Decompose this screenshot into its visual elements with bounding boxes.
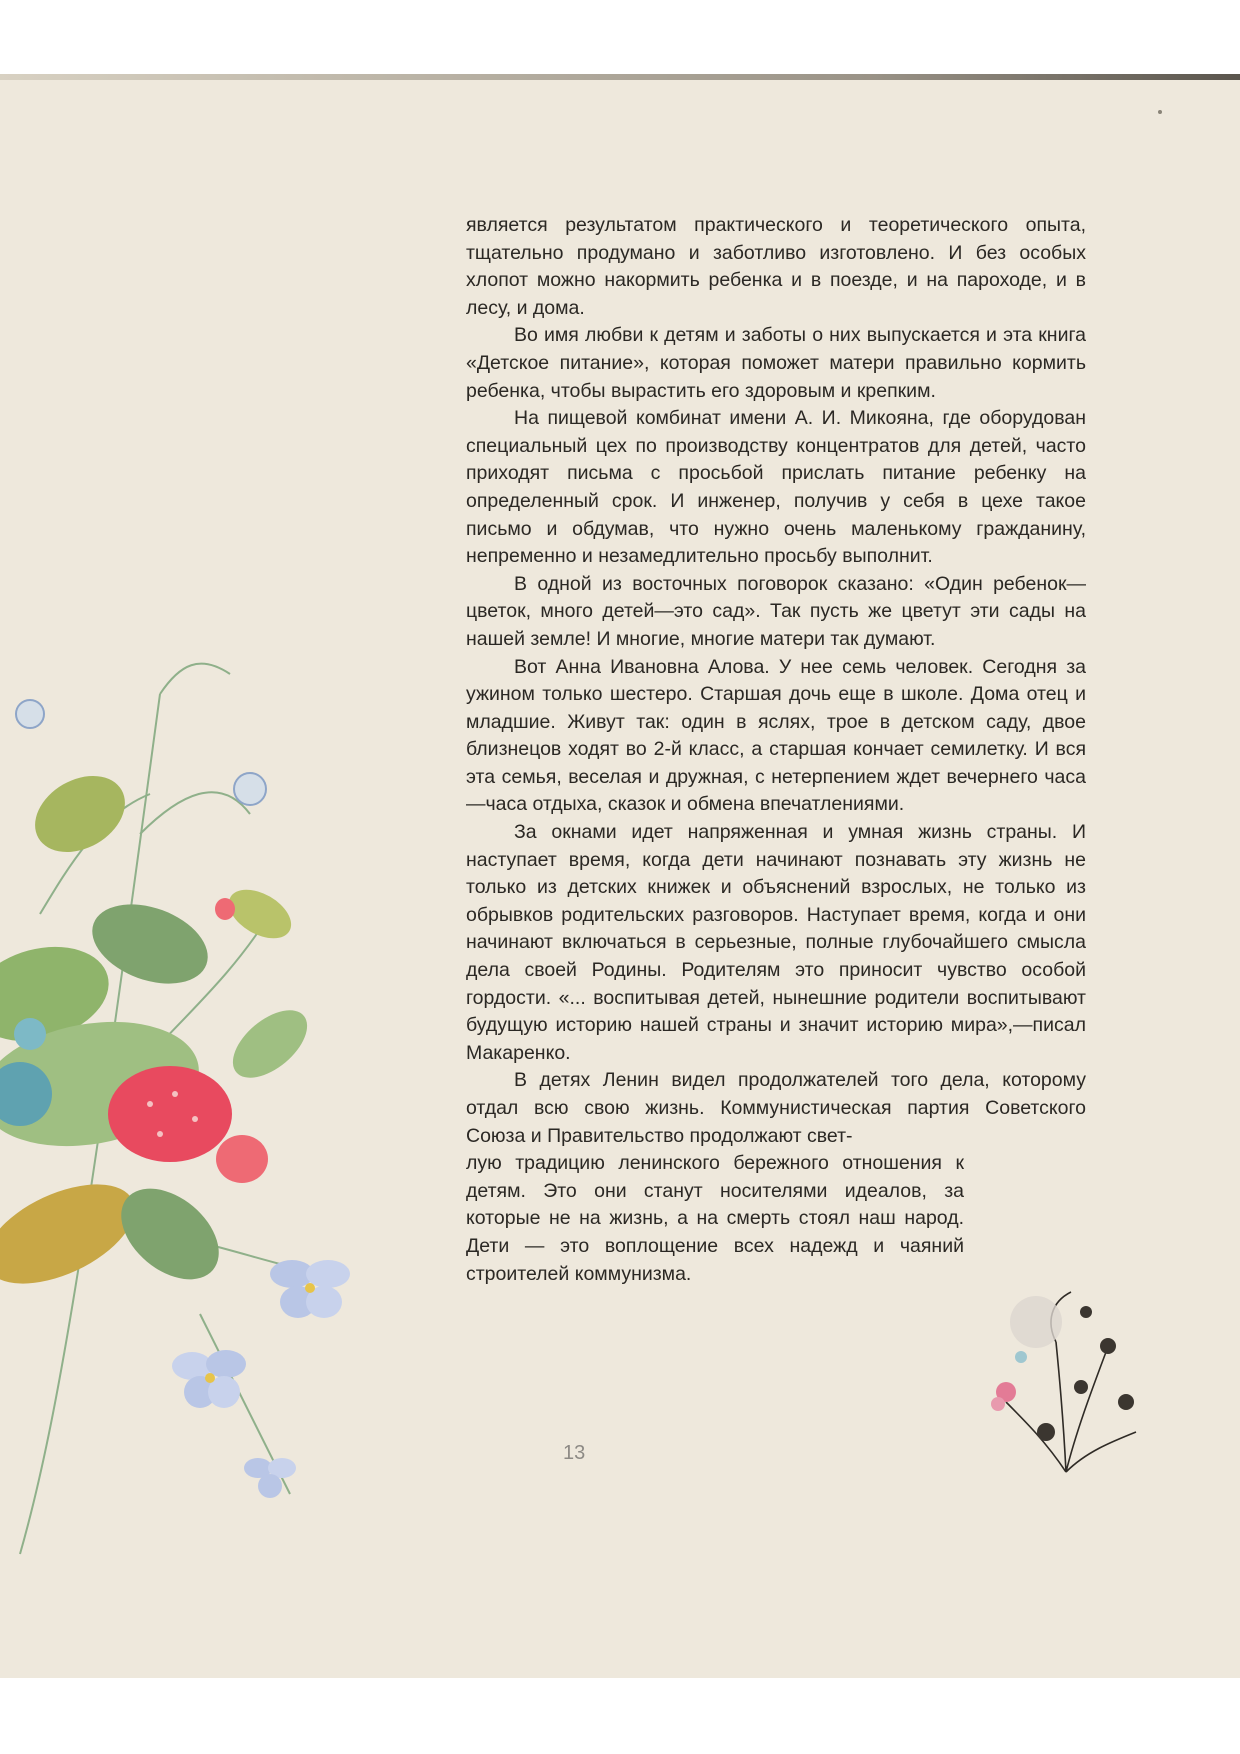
strawberry-violet-illustration	[0, 614, 400, 1574]
paragraph-wrapped: лую традицию ленинского бережного отношения к детям. Это они станут носителями идеалов, за которые не на жизнь, а на смерть стоял наш народ. Дети — это воплощение всех надежд и чаяний строителей коммунизма.	[466, 1152, 964, 1285]
paragraph: Во имя любви к детям и заботы о них выпускается и эта книга «Детское питание», которая поможет матери правильно кормить ребенка, чтобы вырастить его здоровым и крепким.	[466, 324, 1086, 402]
paragraph: является результатом практического и теоретического опыта, тщательно продумано и заботливо изготовлено. И без особых хлопот можно накормить ребенка и в поезде, и на пароходе, и в лесу, и дома.	[466, 214, 1086, 319]
body-text	[466, 212, 1086, 1288]
paragraph: На пищевой комбинат имени А. И. Микояна, где оборудован специальный цех по производству концентратов для детей, часто приходят письма с просьбой прислать питание ребенку на определенный срок. И инженер, получив у себя в цехе такое письмо и обдумав, что нужно очень маленькому гражданину, непременно и незамедлительно просьбу выполнит.	[466, 407, 1086, 568]
paragraph: В детях Ленин видел продолжателей того дела, которому отдал всю свою жизнь. Коммунистическая партия Советского Союза и Правительство продолжают свет-	[466, 1069, 1086, 1147]
paper-speck	[1158, 110, 1162, 114]
violet-flowers	[172, 1260, 350, 1498]
paragraph: Вот Анна Ивановна Алова. У нее семь человек. Сегодня за ужином только шестеро. Старшая дочь еще в школе. Дома отец и младшие. Живут так: один в яслях, трое в детском саду, двое близнецов ходят во 2-й класс, а старшая кончает семилетку. И вся эта семья, веселая и дружная, с нетерпением ждет вечернего часа—часа отдыха, сказок и обмена впечатлениями.	[466, 655, 1086, 816]
book-page	[0, 74, 1240, 1678]
page-edge-shadow	[0, 74, 1240, 80]
leaves	[0, 761, 319, 1305]
wildflower-bouquet-illustration	[976, 1282, 1156, 1482]
paragraph: В одной из восточных поговорок сказано: «Один ребенок—цветок, много детей—это сад». Так пусть же цветут эти сады на нашей земле! И многие, многие матери так думают.	[466, 572, 1086, 650]
page-number: 13	[563, 1442, 586, 1464]
paragraph: За окнами идет напряженная и умная жизнь страны. И наступает время, когда дети начинают познавать эту жизнь не только из детских книжек и объяснений взрослых, не только из обрывков родительских разговоров. Наступает время, когда и они начинают включаться в серьезные, полные глубочайшего смысла дела своей Родины. Родителям это приносит чувство особой гордости. «... воспитывая детей, нынешние родители воспитывают будущую историю нашей страны и значит историю мира»,—писал Макаренко.	[466, 821, 1086, 1064]
